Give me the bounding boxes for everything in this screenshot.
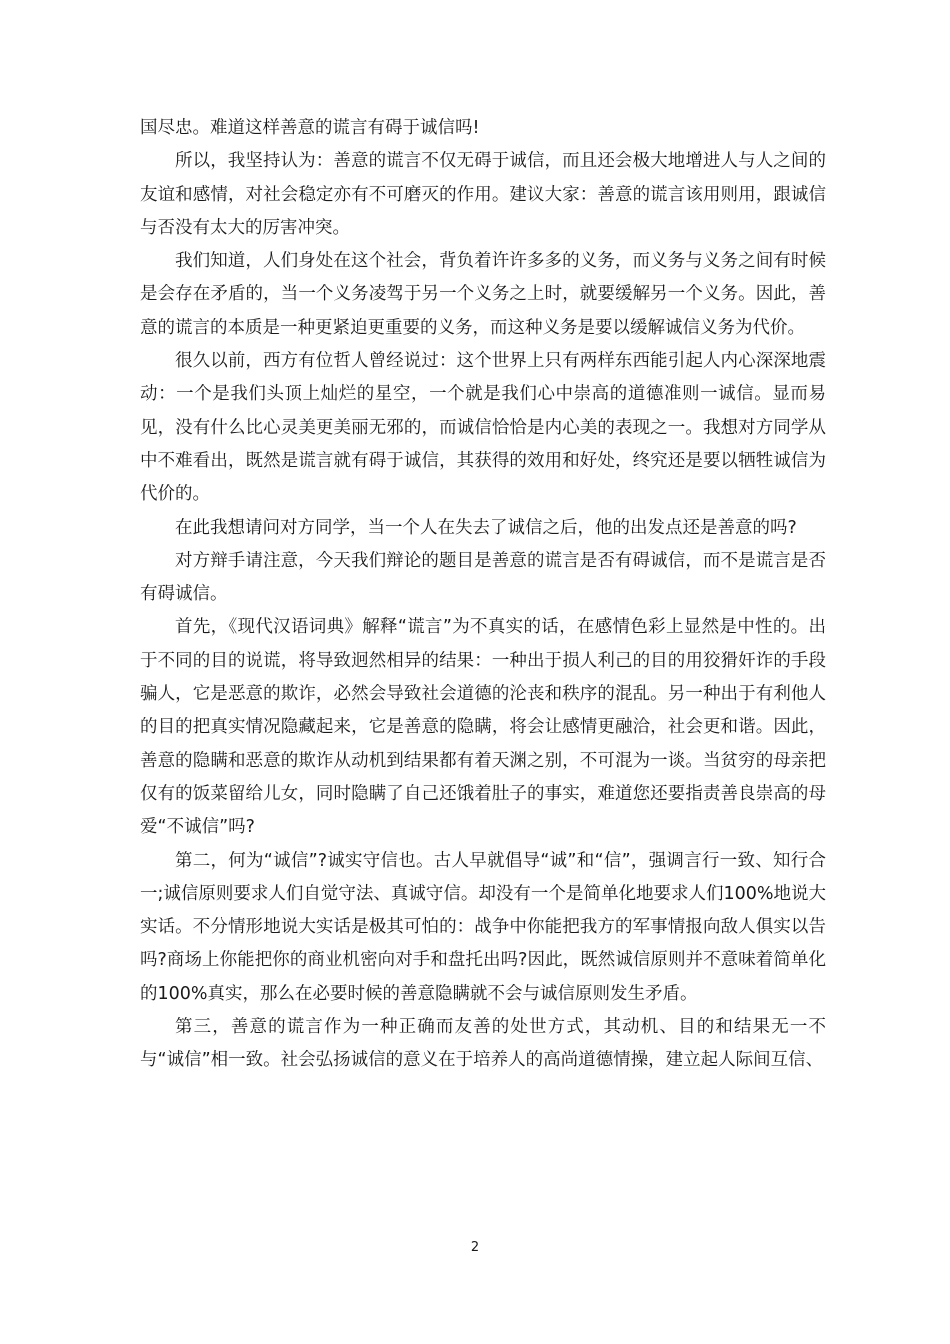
paragraph-9: 第三，善意的谎言作为一种正确而友善的处世方式，其动机、目的和结果无一不与“诚信”相一致。社会弘扬诚信的意义在于培养人的高尚道德情操，建立起人际间互信、 <box>140 1017 826 1071</box>
paragraph-7: 首先，《现代汉语词典》解释“谎言”为不真实的话，在感情色彩上显然是中性的。出于不同的目的说谎，将导致迥然相异的结果：一种出于损人利己的目的用狡猾奸诈的手段骗人，它是恶意的欺诈，必然会导致社会道德的沦丧和秩序的混乱。另一种出于有利他人的目的把真实情况隐藏起来，它是善意的隐瞒，将会让感情更融洽，社会更和谐。因此，善意的隐瞒和恶意的欺诈从动机到结果都有着天渊之别，不可混为一谈。当贫穷的母亲把仅有的饭菜留给儿女，同时隐瞒了自己还饿着肚子的事实，难道您还要指责善良崇高的母爱“不诚信”吗? <box>140 617 826 838</box>
body-text <box>140 112 826 1078</box>
paragraph-8: 第二，何为“诚信”?诚实守信也。古人早就倡导“诚”和“信”，强调言行一致、知行合一;诚信原则要求人们自觉守法、真诚守信。却没有一个是简单化地要求人们100%地说大实话。不分情形地说大实话是极其可怕的：战争中你能把我方的军事情报向敌人俱实以告吗?商场上你能把你的商业机密向对手和盘托出吗?因此，既然诚信原则并不意味着简单化的100%真实，那么在必要时候的善意隐瞒就不会与诚信原则发生矛盾。 <box>140 850 826 1004</box>
page-number: 2 <box>470 1240 480 1255</box>
paragraph-1: 国尽忠。难道这样善意的谎言有碍于诚信吗! <box>140 118 480 138</box>
paragraph-2: 所以，我坚持认为：善意的谎言不仅无碍于诚信，而且还会极大地增进人与人之间的友谊和感情，对社会稳定亦有不可磨灭的作用。建议大家：善意的谎言该用则用，跟诚信与否没有太大的厉害冲突。 <box>140 151 826 238</box>
paragraph-6: 对方辩手请注意，今天我们辩论的题目是善意的谎言是否有碍诚信，而不是谎言是否有碍诚信。 <box>140 550 826 605</box>
paragraph-3: 我们知道，人们身处在这个社会，背负着许许多多的义务，而义务与义务之间有时候是会存在矛盾的，当一个义务凌驾于另一个义务之上时，就要缓解另一个义务。因此，善意的谎言的本质是一种更紧迫更重要的义务，而这种义务是要以缓解诚信义务为代价。 <box>140 251 826 338</box>
paragraph-5: 在此我想请问对方同学，当一个人在失去了诚信之后，他的出发点还是善意的吗? <box>175 517 797 538</box>
paragraph-4: 很久以前，西方有位哲人曾经说过：这个世界上只有两样东西能引起人内心深深地震动：一个是我们头顶上灿烂的星空，一个就是我们心中崇高的道德准则一诚信。显而易见，没有什么比心灵美更美丽无邪的，而诚信恰恰是内心美的表现之一。我想对方同学从中不难看出，既然是谎言就有碍于诚信，其获得的效用和好处，终究还是要以牺牲诚信为代价的。 <box>140 351 826 505</box>
